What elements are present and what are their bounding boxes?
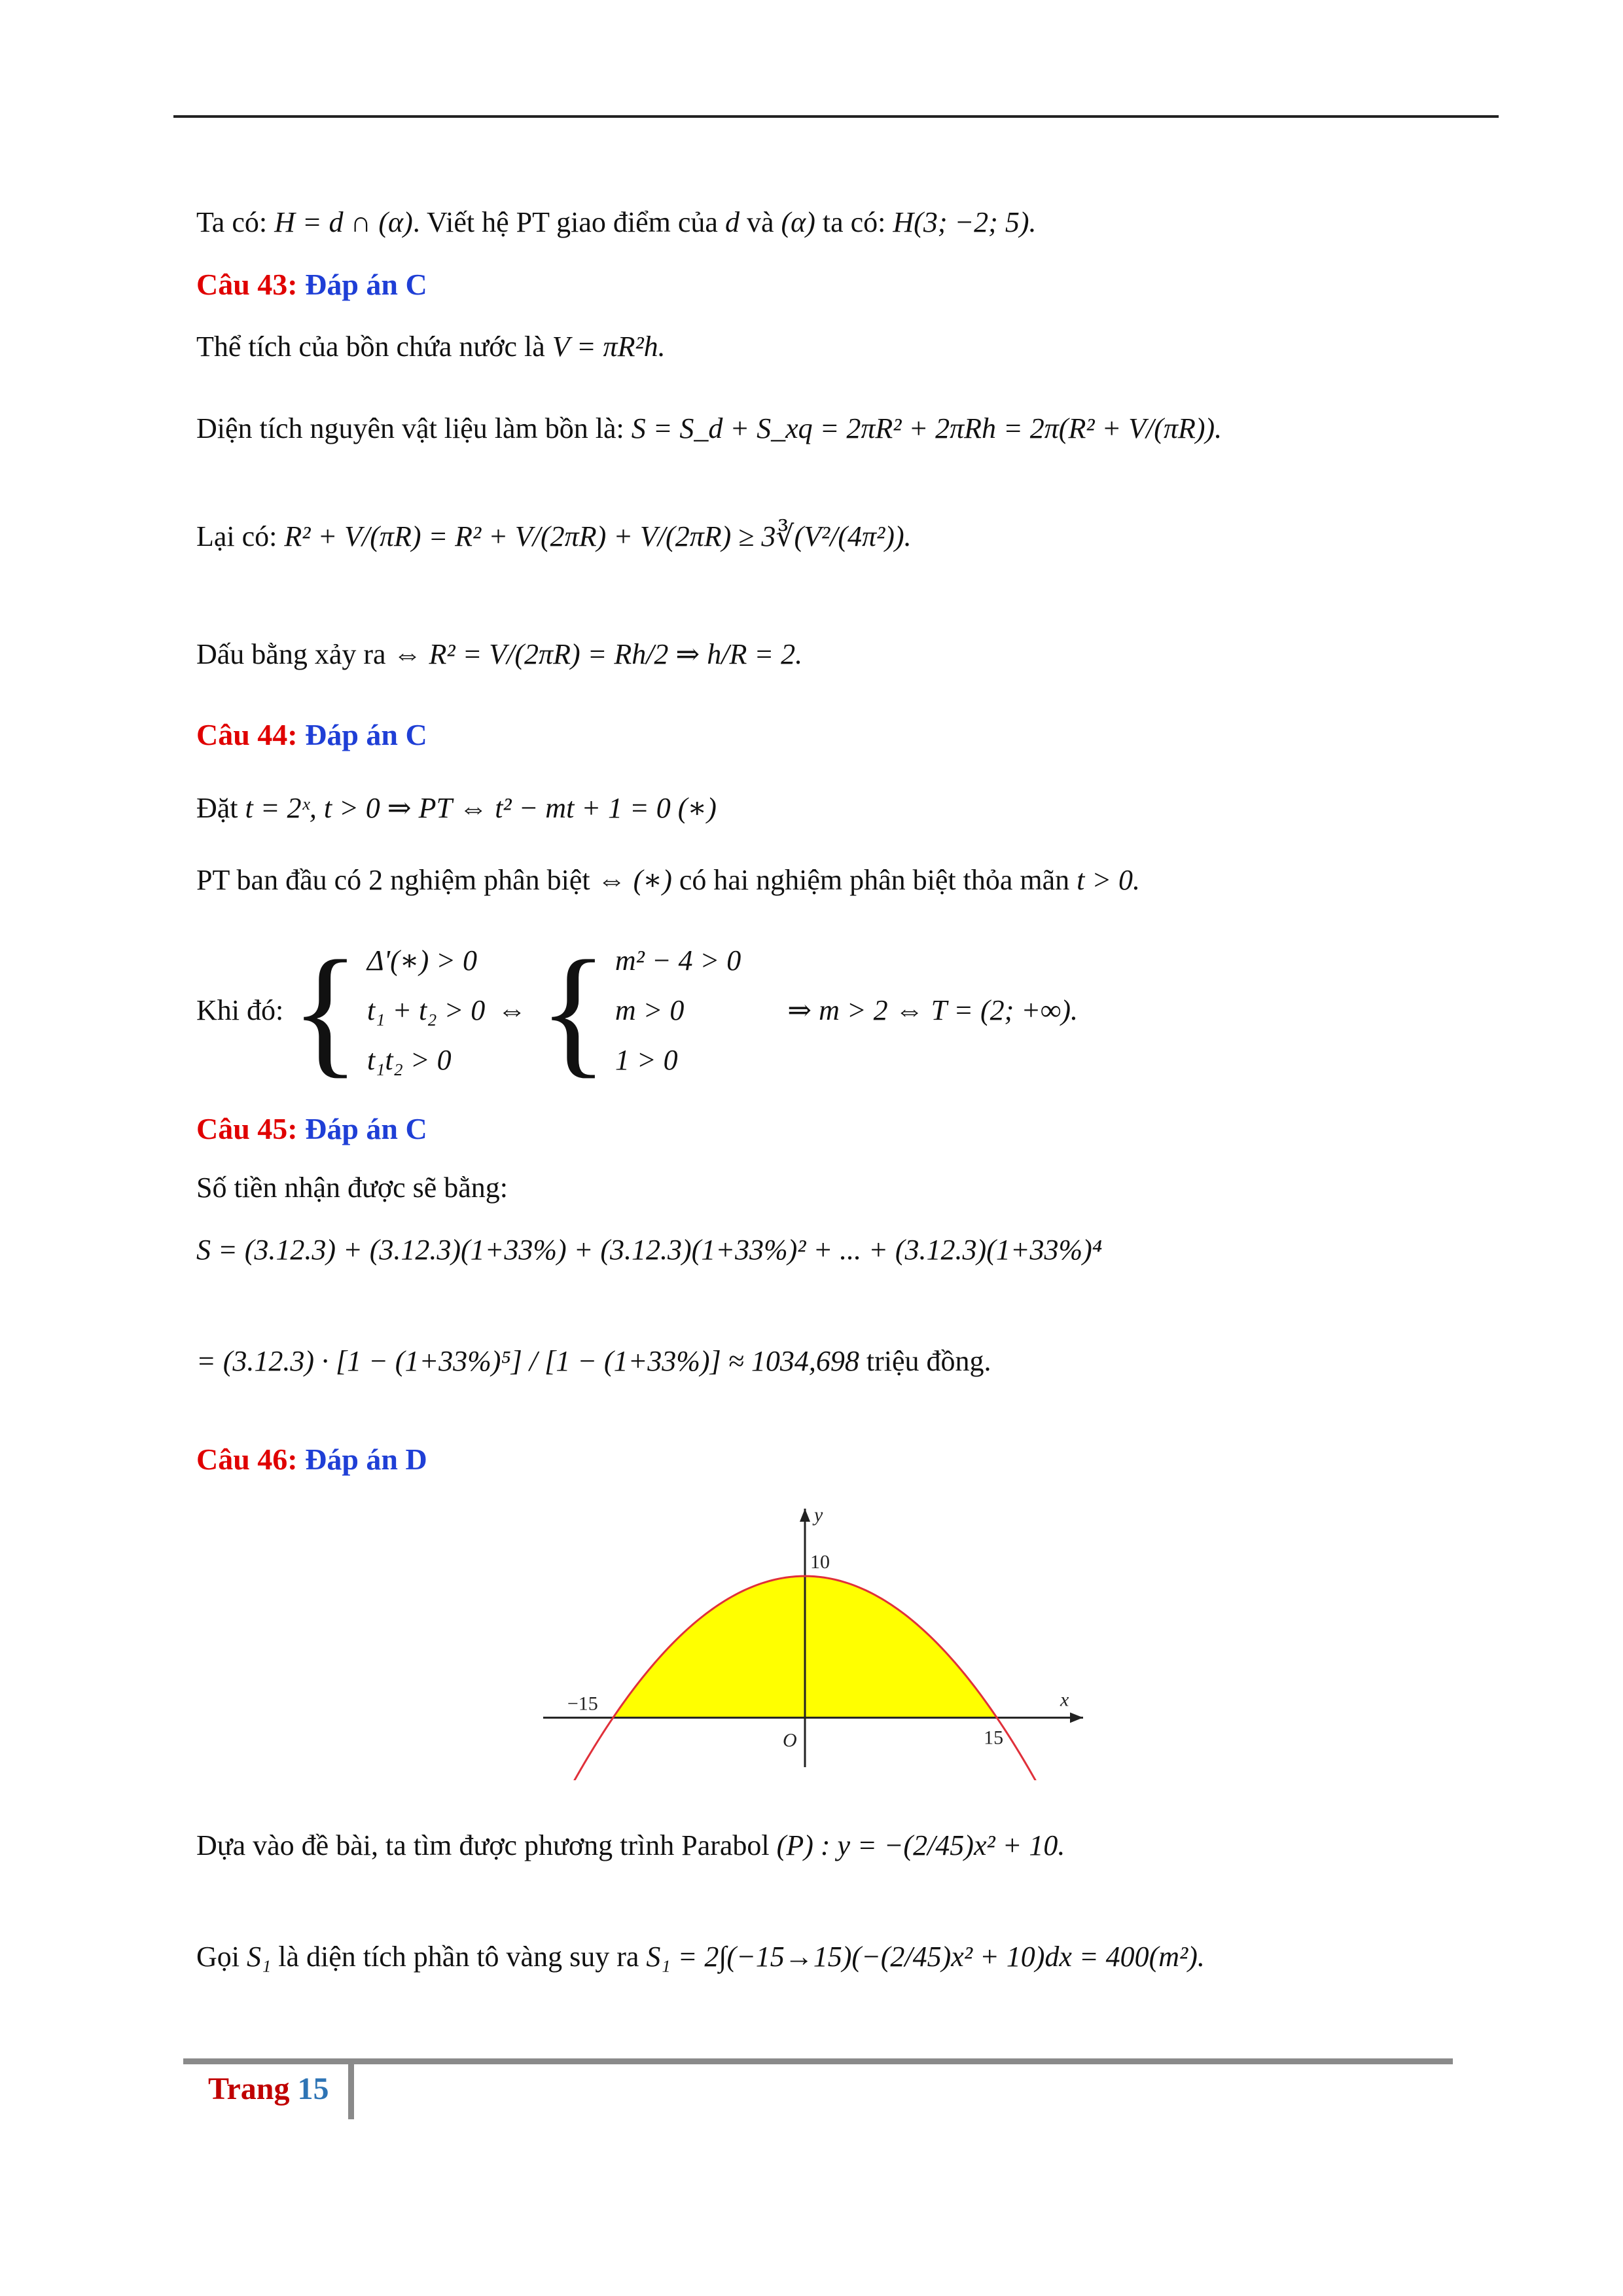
q44-l2-text: PT ban đầu có 2 nghiệm phân biệt [196, 864, 590, 896]
intro-equation: H = d ∩ (α) [274, 206, 413, 238]
brace-left-2: { [539, 931, 608, 1090]
q43-l1-eq: V = πR²h. [552, 331, 666, 363]
q46-l2-text-2: là diện tích phần tô vàng suy ra [278, 1941, 639, 1973]
tick-label-y-top: 10 [810, 1551, 830, 1573]
q44-system-2 [615, 936, 741, 1085]
q43-line-4 [196, 635, 802, 674]
q44-line-2 [196, 861, 1140, 900]
q44-sys2-row: 1 > 0 [615, 1044, 678, 1076]
footer-divider [348, 2062, 354, 2119]
y-axis-label: y [814, 1504, 823, 1526]
tick-label-x-left: −15 [567, 1693, 598, 1715]
q43-l3-text: Lại có: [196, 520, 277, 552]
q45-l3-text: triệu đồng. [866, 1345, 991, 1377]
q44-line-1 [196, 789, 717, 828]
intro-text-3: và [746, 206, 774, 238]
q43-answer: Đáp án C [305, 268, 427, 301]
q43-label: Câu 43: [196, 268, 298, 301]
brace-left-1: { [291, 931, 360, 1090]
parabola-chart [510, 1492, 1099, 1780]
chart-layer [543, 1504, 1083, 1780]
tick-label-x-right: 15 [984, 1727, 1004, 1749]
q45-line-2 [196, 1230, 1102, 1270]
q45-label: Câu 45: [196, 1112, 298, 1145]
q46-l2-var: S₁ [247, 1941, 272, 1973]
intro-text-4: ta có: [822, 206, 886, 238]
intro-text: Ta có: [196, 206, 268, 238]
q44-sys1-row: t₁ + t₂ > 0 [366, 994, 486, 1026]
q44-sys2-row: m² − 4 > 0 [615, 944, 741, 977]
x-axis-label: x [1060, 1689, 1069, 1711]
q43-l4-eq: ⇔ R² = V/(2πR) = Rh/2 ⇒ h/R = 2. [393, 638, 803, 670]
q45-heading [196, 1109, 427, 1149]
q44-sys1-row: Δ'(∗) > 0 [366, 944, 477, 977]
q46-l1-text: Dựa vào đề bài, ta tìm được phương trình Parabol [196, 1829, 770, 1861]
page-number: 15 [297, 2072, 329, 2106]
header-rule [173, 115, 1499, 118]
q44-l2-eq: ⇔ (∗) [597, 864, 672, 896]
q45-line-3 [196, 1342, 991, 1381]
q46-line-2 [196, 1937, 1205, 1977]
q46-label: Câu 46: [196, 1443, 298, 1476]
q44-sys2-row: m > 0 [615, 994, 685, 1026]
intro-line [196, 203, 1036, 242]
q46-heading [196, 1440, 427, 1479]
q44-l3-text: Khi đó: [196, 994, 284, 1026]
q45-l3-eq: = (3.12.3) · [1 − (1+33%)⁵] / [1 − (1+33%)] ≈ 1034,698 [196, 1345, 859, 1377]
intro-text-2: . Viết hệ PT giao điểm của [412, 206, 718, 238]
footer-label: Trang [208, 2072, 290, 2106]
q44-l2-cond: t > 0. [1077, 864, 1141, 896]
q44-label: Câu 44: [196, 718, 298, 751]
q44-l2-text-2: có hai nghiệm phân biệt thỏa mãn [679, 864, 1070, 896]
intro-var-d: d [724, 206, 740, 238]
q44-system-1 [367, 936, 485, 1085]
q45-l2-eq: S = (3.12.3) + (3.12.3)(1+33%) + (3.12.3)(1+33%)² + ... + (3.12.3)(1+33%)⁴ [196, 1234, 1103, 1266]
q43-l2-text: Diện tích nguyên vật liệu làm bồn là: [196, 412, 624, 444]
q46-l2-eq: S₁ = 2∫(−15→15)(−(2/45)x² + 10)dx = 400(m²). [646, 1941, 1205, 1973]
q44-line-3 [196, 931, 1078, 1090]
q44-result: ⇒ m > 2 ⇔ T = (2; +∞). [787, 994, 1078, 1026]
q44-sys1-row: t₁t₂ > 0 [366, 1044, 452, 1076]
q45-answer: Đáp án C [305, 1112, 427, 1145]
intro-alpha: (α) [781, 206, 815, 238]
q43-l4-text: Dấu bằng xảy ra [196, 638, 386, 670]
q46-line-1 [196, 1826, 1065, 1865]
page-footer [208, 2071, 329, 2107]
q43-l1-text: Thể tích của bồn chứa nước là [196, 331, 545, 363]
q43-l2-eq: S = S_d + S_xq = 2πR² + 2πRh = 2π(R² + V/(πR)). [631, 412, 1222, 444]
q44-answer: Đáp án C [305, 718, 427, 751]
footer-rule [183, 2058, 1453, 2064]
q43-line-3 [196, 517, 912, 556]
q46-l2-text: Gọi [196, 1941, 240, 1973]
q46-l1-eq: (P) : y = −(2/45)x² + 10. [776, 1829, 1065, 1861]
q43-line-1 [196, 327, 666, 367]
origin-label: O [783, 1729, 797, 1751]
intro-point: H(3; −2; 5). [893, 206, 1037, 238]
equiv-symbol: ⇔ [497, 994, 527, 1026]
q44-l1-text: Đặt [196, 792, 238, 824]
q45-l1-text: Số tiền nhận được sẽ bằng: [196, 1172, 508, 1204]
q44-heading [196, 715, 427, 755]
q46-answer: Đáp án D [305, 1443, 427, 1476]
q43-heading [196, 265, 427, 304]
q43-l3-eq: R² + V/(πR) = R² + V/(2πR) + V/(2πR) ≥ 3∛(V²/(4π²)). [284, 520, 912, 552]
q45-line-1 [196, 1168, 508, 1208]
y-axis-arrow [800, 1509, 810, 1522]
x-axis-arrow [1070, 1712, 1083, 1723]
q43-line-2 [196, 409, 1222, 448]
q44-l1-eq: t = 2ˣ, t > 0 ⇒ PT ⇔ t² − mt + 1 = 0 (∗) [245, 792, 717, 824]
